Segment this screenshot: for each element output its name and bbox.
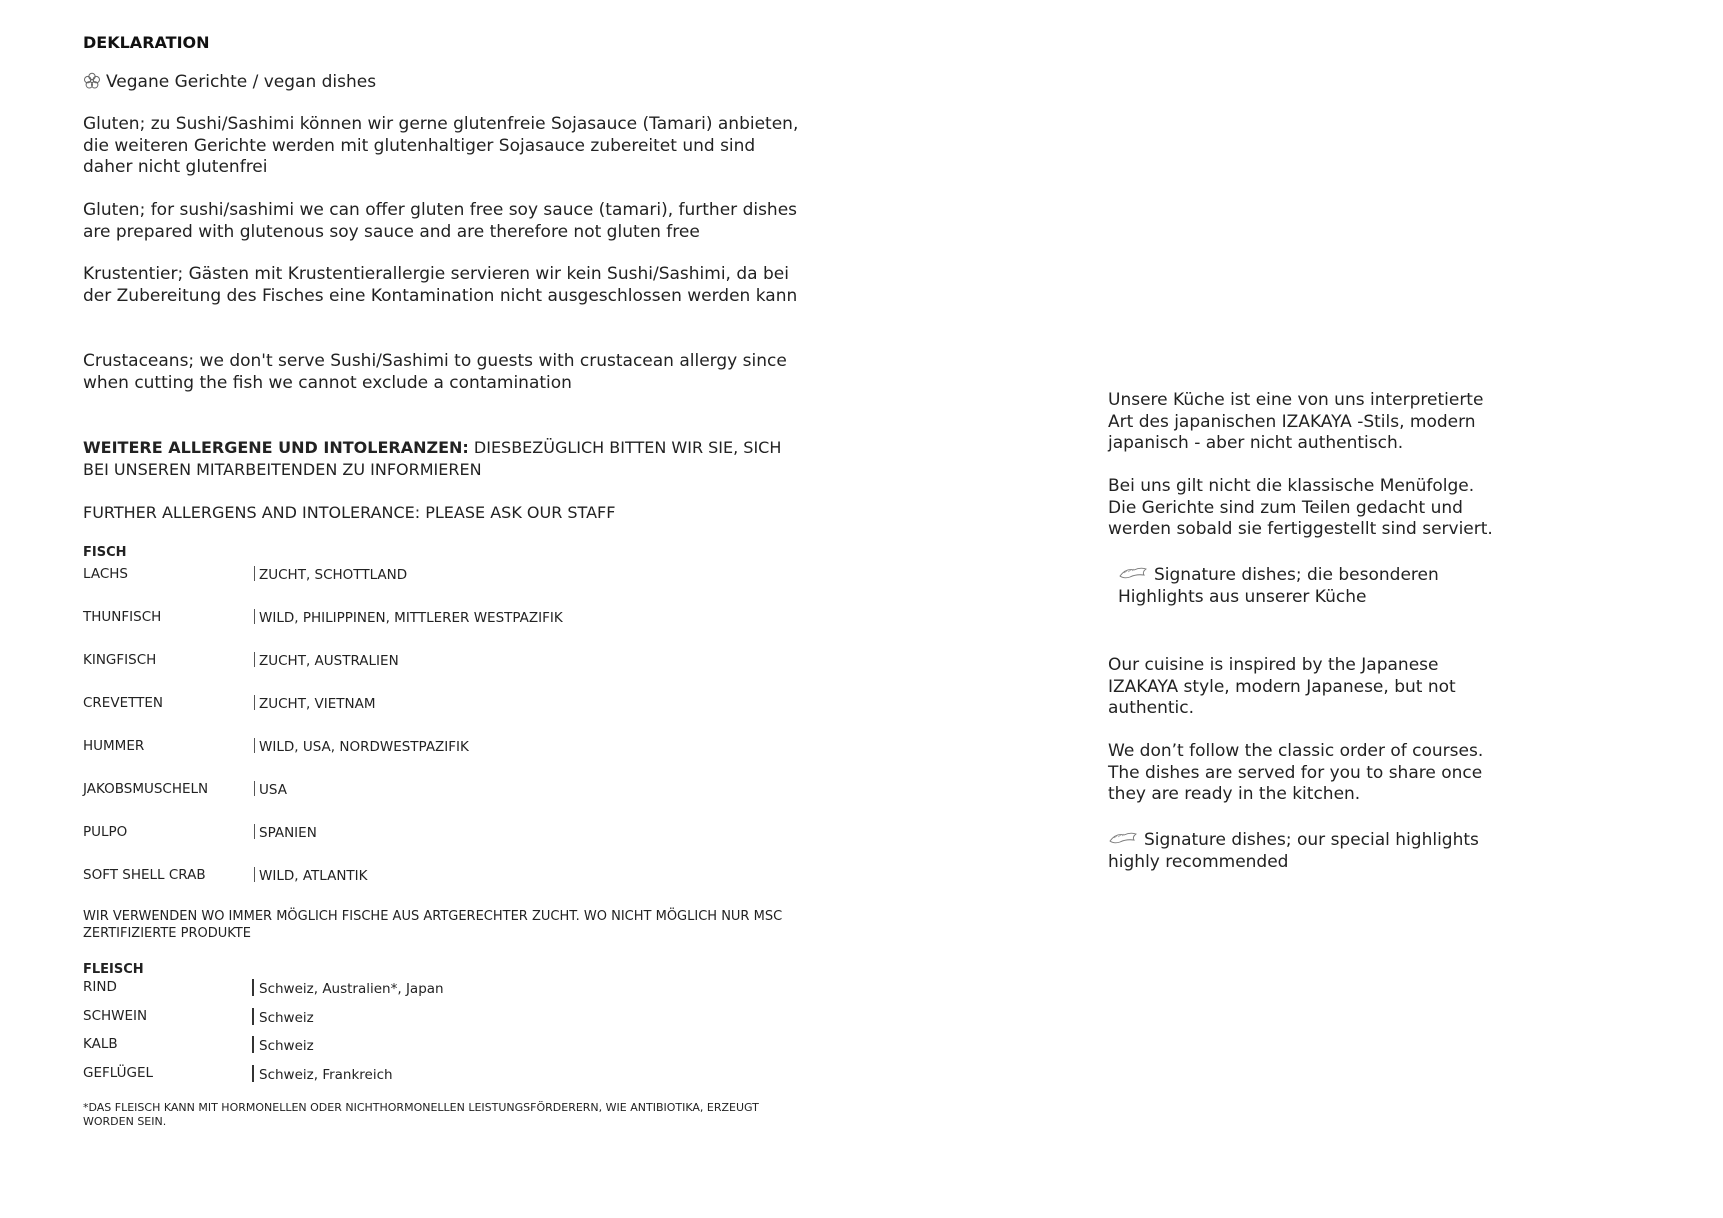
meat-origin-text: Schweiz — [259, 1038, 314, 1054]
fish-origin-text: WILD, ATLANTIK — [259, 868, 368, 884]
fish-origin — [254, 867, 368, 884]
fish-origin-text: ZUCHT, VIETNAM — [259, 696, 376, 712]
fish-name: JAKOBSMUSCHELN — [83, 781, 209, 797]
meat-origin-text: Schweiz, Frankreich — [259, 1066, 393, 1083]
fish-name: PULPO — [83, 824, 128, 840]
signature-de — [1118, 564, 1498, 608]
meat-footnote: *DAS FLEISCH KANN MIT HORMONELLEN ODER NICHTHORMONELLEN LEISTUNGSFÖRDERERN, WIE ANTIBIOTIKA, ERZEUGT WORDEN SEIN. — [83, 1101, 759, 1128]
separator — [254, 609, 255, 624]
fish-origin — [254, 566, 407, 583]
fish-origin-text: WILD, PHILIPPINEN, MITTLERER WESTPAZIFIK — [259, 610, 563, 626]
fish-origin — [254, 824, 317, 841]
page-title: DEKLARATION — [83, 33, 210, 52]
fish-origin — [254, 609, 563, 626]
separator — [252, 1036, 254, 1053]
fish-origin-text: ZUCHT, AUSTRALIEN — [259, 653, 399, 669]
signature-fish-icon — [1118, 564, 1148, 580]
separator — [254, 824, 255, 839]
separator — [254, 566, 255, 581]
flower-icon — [83, 72, 101, 90]
fish-origin — [254, 652, 399, 669]
meat-name: GEFLÜGEL — [83, 1064, 153, 1081]
intro-de-1: Unsere Küche ist eine von uns interpretierte Art des japanischen IZAKAYA -Stils, modern japanisch - aber nicht authentisch. — [1108, 390, 1484, 453]
fish-origin — [254, 738, 469, 755]
separator — [254, 781, 255, 796]
intro-de-2: Bei uns gilt nicht die klassische Menüfolge. Die Gerichte sind zum Teilen gedacht und werden sobald sie fertiggestellt sind serviert. — [1108, 476, 1493, 539]
vegan-legend — [83, 72, 376, 92]
fish-origin-text: WILD, USA, NORDWESTPAZIFIK — [259, 739, 469, 755]
meat-name: SCHWEIN — [83, 1007, 148, 1024]
fish-origin — [254, 695, 376, 712]
separator — [254, 695, 255, 710]
fish-origin-text: ZUCHT, SCHOTTLAND — [259, 567, 408, 583]
intro-en-2: We don’t follow the classic order of courses. The dishes are served for you to share once they are ready in the kitchen. — [1108, 741, 1484, 804]
meat-origin — [252, 1036, 314, 1054]
fish-origin-text: SPANIEN — [259, 825, 317, 841]
allergens-en: FURTHER ALLERGENS AND INTOLERANCE: PLEASE ASK OUR STAFF — [83, 503, 616, 522]
signature-en — [1108, 829, 1493, 873]
meat-name: KALB — [83, 1036, 118, 1052]
fish-heading: FISCH — [83, 545, 127, 560]
meat-origin — [252, 979, 444, 997]
meat-origin — [252, 1008, 314, 1026]
separator — [252, 979, 254, 996]
meat-origin-text: Schweiz — [259, 1009, 314, 1026]
meat-origin — [252, 1065, 393, 1083]
fish-name: CREVETTEN — [83, 695, 163, 711]
meat-origin-text: Schweiz, Australien*, Japan — [259, 981, 444, 997]
allergens-rest: DIESBEZÜGLICH BITTEN WIR SIE, SICH BEI UNSEREN MITARBEITENDEN ZU INFORMIEREN — [83, 438, 782, 479]
fish-name: HUMMER — [83, 738, 145, 754]
separator — [252, 1008, 254, 1025]
signature-de-label: Signature dishes; die besonderen Highlights aus unserer Küche — [1118, 565, 1439, 607]
vegan-legend-label: Vegane Gerichte / vegan dishes — [106, 72, 377, 92]
fish-name: SOFT SHELL CRAB — [83, 867, 206, 883]
fish-name: LACHS — [83, 566, 128, 582]
separator — [254, 652, 255, 667]
signature-en-label: Signature dishes; our special highlights highly recommended — [1108, 830, 1479, 872]
allergens-bold: WEITERE ALLERGENE UND INTOLERANZEN: — [83, 438, 469, 457]
separator — [254, 738, 255, 753]
crustacean-en: Crustaceans; we don't serve Sushi/Sashimi to guests with crustacean allergy since when cutting the fish we cannot exclude a contamination — [83, 351, 787, 393]
fish-name: THUNFISCH — [83, 609, 162, 625]
intro-en-1: Our cuisine is inspired by the Japanese IZAKAYA style, modern Japanese, but not authentic. — [1108, 655, 1456, 718]
fish-origin — [254, 781, 287, 798]
separator — [254, 867, 255, 882]
meat-heading: FLEISCH — [83, 962, 144, 977]
fish-name: KINGFISCH — [83, 652, 157, 668]
gluten-de: Gluten; zu Sushi/Sashimi können wir gerne glutenfreie Sojasauce (Tamari) anbieten, die weiteren Gerichte werden mit glutenhaltiger Sojasauce zubereitet und sind daher nicht glutenfrei — [83, 114, 799, 177]
fish-note: WIR VERWENDEN WO IMMER MÖGLICH FISCHE AUS ARTGERECHTER ZUCHT. WO NICHT MÖGLICH NUR MSC ZERTIFIZIERTE PRODUKTE — [83, 909, 783, 941]
fish-origin-text: USA — [259, 782, 287, 798]
signature-fish-icon — [1108, 829, 1138, 845]
gluten-en: Gluten; for sushi/sashimi we can offer gluten free soy sauce (tamari), further dishes are prepared with glutenous soy sauce and are therefore not gluten free — [83, 200, 798, 242]
meat-name: RIND — [83, 979, 117, 995]
allergens-de — [83, 437, 803, 480]
crustacean-de: Krustentier; Gästen mit Krustentierallergie servieren wir kein Sushi/Sashimi, da bei der Zubereitung des Fisches eine Kontamination nicht ausgeschlossen werden kann — [83, 264, 798, 306]
separator — [252, 1065, 254, 1082]
